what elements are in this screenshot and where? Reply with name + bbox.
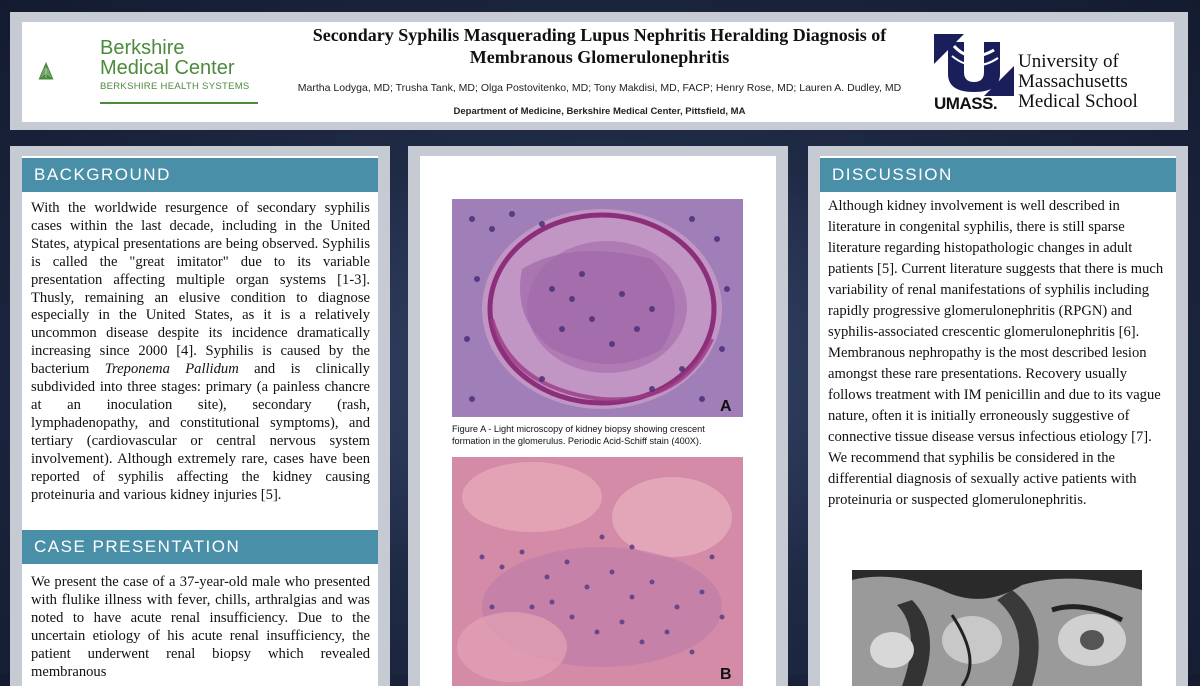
berkshire-logo-rule [100,102,258,104]
author-list: Martha Lodyga, MD; Trusha Tank, MD; Olga Postovitenko, MD; Tony Makdisi, MD, FACP; Henry Rose, MD; Lauren A. Dudley, MD [297,82,902,94]
background-text-italic: Treponema Pallidum [104,361,239,378]
figure-a-caption-line2: formation in the glomerulus. Periodic Acid-Schiff stain (400X). [452,435,702,446]
figure-b-label: B [720,666,732,683]
figure-b-micrograph [452,457,743,686]
poster-header [22,22,1174,122]
discussion-heading: DISCUSSION [820,158,1176,192]
berkshire-logo-text [100,38,250,92]
umass-u-emblem-icon [934,34,1014,96]
berkshire-name-line1: Berkshire [100,37,185,59]
left-column [22,156,378,686]
figure-a-caption-line1: Figure A - Light microscopy of kidney biopsy showing crescent [452,424,705,434]
figure-a-caption [452,424,752,447]
right-column [820,156,1176,686]
berkshire-name-line2: Medical Center [100,57,235,79]
discussion-text: Although kidney involvement is well described in literature in congenital syphilis, there is still sparse literature regarding histopathologic changes in adult patients [5]. Current literature suggests that there is much variability of renal manifestations of syphilis including rapidly progressive glomerulonephritis (RPGN) and syphilis-associated crescentic glomerulonephritis [6]. Membranous nephropathy is the most described lesion amongst these rare presentations. Recovery usually follows treatment with IM penicillin and due to its vague nature, often it is initially erroneously suggestive of connective tissue disease versus infectious etiology [7]. We recommend that syphilis be considered in the differential diagnosis of sexually active patients with proteinuria or suspected glomerulonephritis. [828,198,1164,508]
background-heading: BACKGROUND [22,158,378,192]
electron-micrograph-image [852,570,1142,686]
umass-wordmark: UMASS. [934,94,998,113]
background-text-part2: and is clinically subdivided into three stages: primary (a painless chancre at an inoculation site), secondary (rash, lymphadenopathy, and constitutional symptoms), and tertiary (cardiovascular or central nervous system involvement). Although extremely rare, cases have been reported of syphilis affecting the kidney causing proteinuria and various kidney injuries [5]. [31,361,370,503]
figure-a-label: A [720,398,732,415]
figure-a-micrograph [452,199,743,417]
case-presentation-text: We present the case of a 37-year-old male who presented with flulike illness with fever, chills, arthralgias and was noted to have acute renal insufficiency. Due to the uncertain etiology of his acute renal insufficiency, the patient underwent renal biopsy which revealed membranous [31,574,370,680]
department-affiliation: Department of Medicine, Berkshire Medical Center, Pittsfield, MA [453,106,746,117]
background-text [31,200,370,504]
middle-column [420,156,776,686]
berkshire-tagline: BERKSHIRE HEALTH SYSTEMS [100,81,250,92]
poster-title-line1: Secondary Syphilis Masquerading Lupus Nephritis Heralding Diagnosis of [312,25,887,45]
poster-title-line2: Membranous Glomerulonephritis [469,47,730,67]
pine-tree-triangle-icon [38,36,98,106]
umass-name-line3: Medical School [1018,91,1138,112]
background-text-part1: With the worldwide resurgence of secondary syphilis cases within the last decade, including in the United States, atypical presentations are being observed. Syphilis is called the "great imitator" due to its variable presentation affecting multiple organ systems [1-3]. Thusly, remaining an elusive condition to diagnose especially in the United States, as it is a relatively uncommon disease despite its incidence dramatically increasing since 2000 [4]. Syphilis is caused by the bacterium [31,200,370,378]
electron-micrograph [852,570,1142,686]
umass-name-line1: University of [1018,51,1119,72]
figure-a-image [452,199,743,417]
poster-title [272,24,927,68]
case-presentation-heading: CASE PRESENTATION [22,530,378,564]
umass-name [1018,52,1138,112]
figure-b-image [452,457,743,686]
umass-name-line2: Massachusetts [1018,71,1128,92]
